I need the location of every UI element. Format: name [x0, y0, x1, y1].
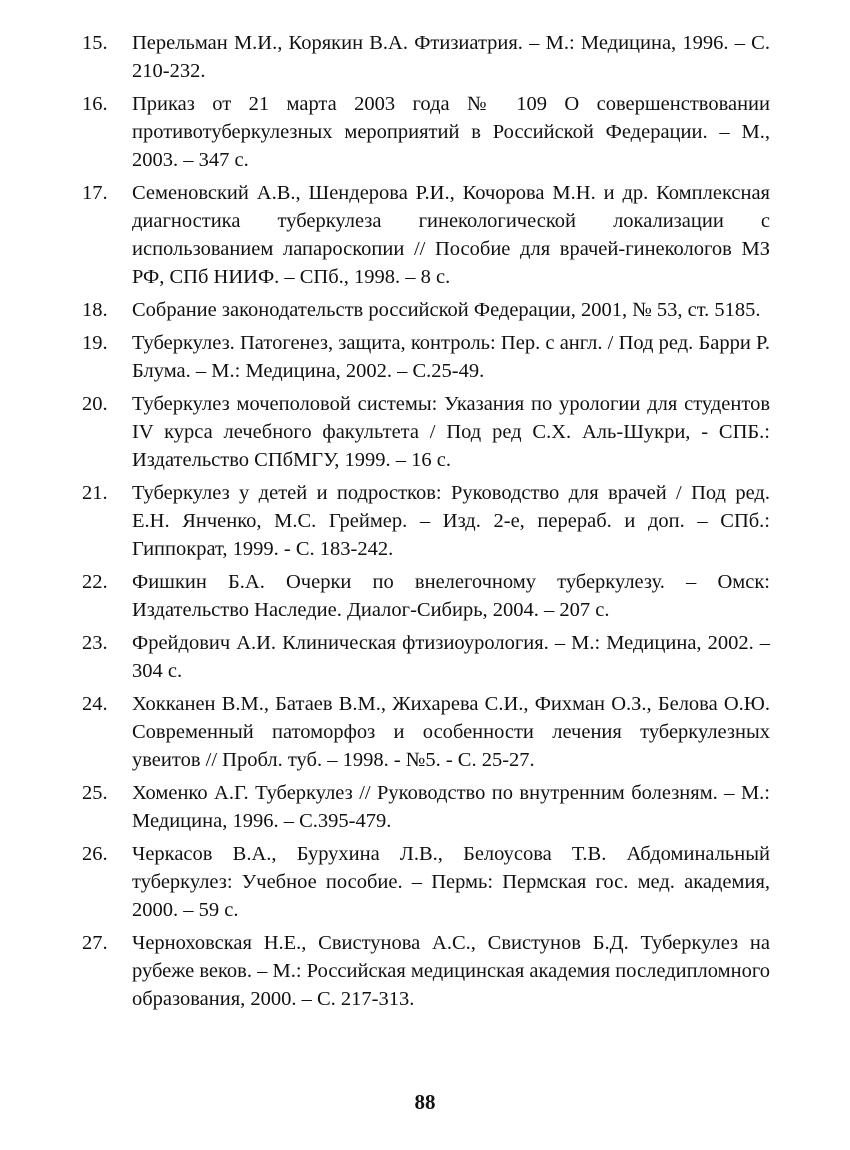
- reference-text: Фишкин Б.А. Очерки по внелегочному туберкулезу. – Омск: Издательство Наследие. Диалог-Сибирь, 2004. – 207 с.: [132, 571, 770, 621]
- reference-number: 20.: [82, 393, 108, 415]
- reference-number: 23.: [82, 632, 108, 654]
- reference-text: Туберкулез. Патогенез, защита, контроль: Пер. с англ. / Под ред. Барри Р. Блума. – М.: Медицина, 2002. – С.25-49.: [132, 332, 770, 382]
- reference-text: Собрание законодательств российской Федерации, 2001, № 53, ст. 5185.: [132, 299, 761, 321]
- reference-number: 25.: [82, 782, 108, 804]
- reference-item: [82, 690, 770, 774]
- reference-number: 19.: [82, 332, 108, 354]
- reference-item: [82, 329, 770, 385]
- reference-text: Семеновский А.В., Шендерова Р.И., Кочорова М.Н. и др. Комплексная диагностика туберкулеза гинекологической локализации с использованием лапароскопии // Пособие для врачей-гинекологов МЗ РФ, СПб НИИФ. – СПб., 1998. – 8 с.: [132, 182, 770, 288]
- reference-item: [82, 29, 770, 85]
- reference-text: Туберкулез мочеполовой системы: Указания по урологии для студентов IV курса лечебного факультета / Под ред С.Х. Аль-Шукри, - СПБ.: Издательство СПбМГУ, 1999. – 16 с.: [132, 393, 770, 471]
- reference-item: [82, 390, 770, 474]
- reference-number: 24.: [82, 693, 108, 715]
- page-number: 88: [414, 1090, 436, 1114]
- reference-number: 17.: [82, 182, 108, 204]
- reference-text: Туберкулез у детей и подростков: Руководство для врачей / Под ред. Е.Н. Янченко, М.С. Греймер. – Изд. 2-е, перераб. и доп. – СПб.: Гиппократ, 1999. - С. 183-242.: [132, 482, 770, 560]
- reference-number: 16.: [82, 93, 108, 115]
- reference-item: [82, 296, 770, 324]
- reference-item: [82, 929, 770, 1013]
- reference-item: [82, 568, 770, 624]
- reference-item: [82, 779, 770, 835]
- reference-item: [82, 629, 770, 685]
- reference-number: 18.: [82, 299, 108, 321]
- reference-item: [82, 840, 770, 924]
- reference-text: Перельман М.И., Корякин В.А. Фтизиатрия. – М.: Медицина, 1996. – С. 210-232.: [132, 32, 770, 82]
- reference-list: [82, 29, 770, 1018]
- reference-item: [82, 479, 770, 563]
- reference-text: Приказ от 21 марта 2003 года № 109 О совершенствовании противотуберкулезных мероприятий в Российской Федерации. – М., 2003. – 347 с.: [132, 93, 770, 171]
- reference-number: 22.: [82, 571, 108, 593]
- reference-text: Фрейдович А.И. Клиническая фтизиоурология. – М.: Медицина, 2002. – 304 с.: [132, 632, 770, 682]
- reference-text: Черкасов В.А., Бурухина Л.В., Белоусова Т.В. Абдоминальный туберкулез: Учебное пособие. – Пермь: Пермская гос. мед. академия, 2000. – 59 с.: [132, 843, 770, 921]
- reference-number: 21.: [82, 482, 108, 504]
- reference-text: Хоменко А.Г. Туберкулез // Руководство по внутренним болезням. – М.: Медицина, 1996. – С.395-479.: [132, 782, 770, 832]
- reference-text: Черноховская Н.Е., Свистунова А.С., Свистунов Б.Д. Туберкулез на рубеже веков. – М.: Российская медицинская академия последипломного образования, 2000. – С. 217-313.: [132, 932, 770, 1010]
- reference-item: [82, 179, 770, 291]
- reference-item: [82, 90, 770, 174]
- reference-number: 26.: [82, 843, 108, 865]
- reference-number: 27.: [82, 932, 108, 954]
- reference-text: Хокканен В.М., Батаев В.М., Жихарева С.И., Фихман О.З., Белова О.Ю. Современный патоморфоз и особенности лечения туберкулезных увеитов // Пробл. туб. – 1998. - №5. - С. 25-27.: [132, 693, 770, 771]
- reference-number: 15.: [82, 32, 108, 54]
